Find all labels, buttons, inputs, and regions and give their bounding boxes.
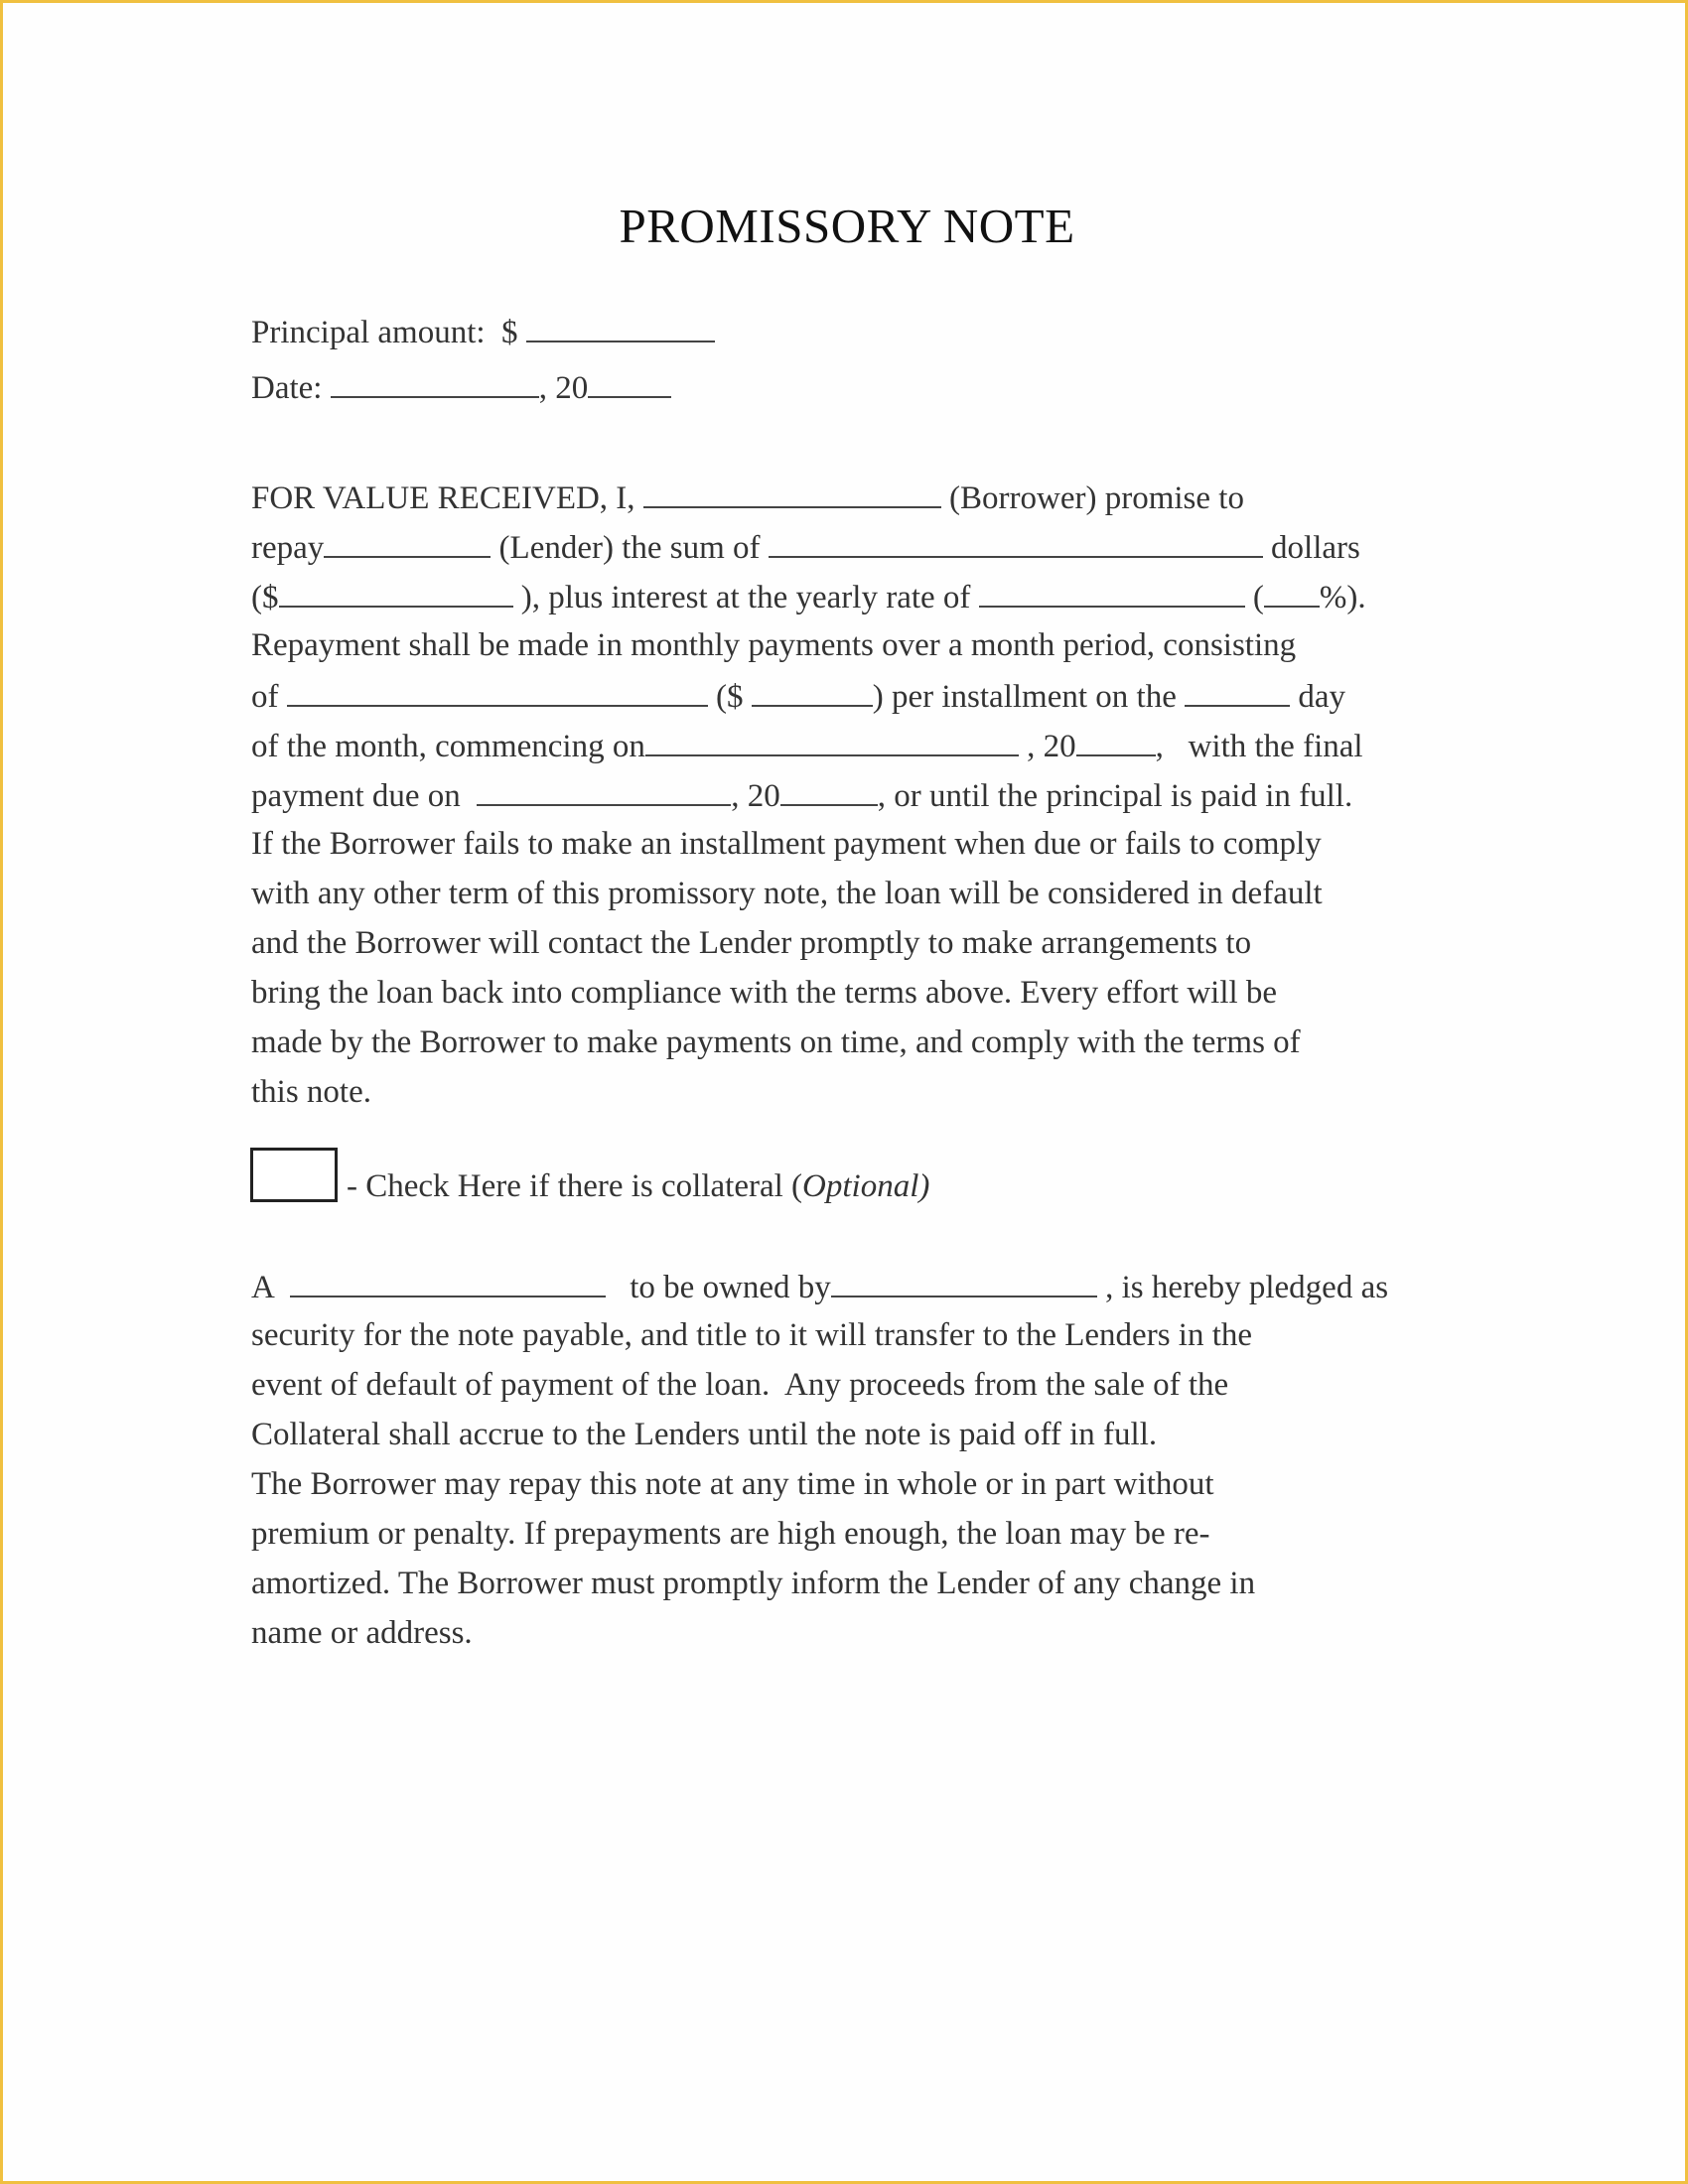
p2-line-3: event of default of payment of the loan. Any proceeds from the sale of the [251, 1367, 1229, 1403]
collateral-optional-text: Optional) [802, 1168, 930, 1204]
interest-rate-percent-blank[interactable] [1264, 576, 1320, 608]
p1-line-9: with any other term of this promissory note, the loan will be considered in default [251, 876, 1323, 911]
p1-line-8: If the Borrower fails to make an installment payment when due or fails to comply [251, 826, 1322, 862]
sum-number-blank[interactable] [279, 576, 513, 608]
text-pledged: , is hereby pledged as [1105, 1270, 1389, 1305]
document-page [3, 3, 1685, 2181]
installment-number-blank[interactable] [752, 675, 873, 707]
p1-line-7 [251, 774, 1352, 816]
text-day: day [1298, 679, 1345, 715]
document-title: PROMISSORY NOTE [619, 199, 1075, 253]
sum-words-blank[interactable] [769, 526, 1263, 558]
text-year-prefix-1: , 20 [1027, 729, 1076, 764]
date-blank[interactable] [331, 366, 539, 398]
p1-line-10: and the Borrower will contact the Lender promptly to make arrangements to [251, 925, 1252, 961]
commencing-year-blank[interactable] [1076, 725, 1156, 756]
p1-line-4: Repayment shall be made in monthly payments over a month period, consisting [251, 627, 1297, 663]
collateral-owner-blank[interactable] [831, 1266, 1097, 1297]
text-year-prefix-2: , 20 [731, 778, 780, 814]
interest-rate-words-blank[interactable] [979, 576, 1245, 608]
principal-amount-blank[interactable] [526, 311, 715, 342]
p1-line-11: bring the loan back into compliance with the terms above. Every effort will be [251, 975, 1278, 1011]
text-percent-close: %). [1319, 580, 1366, 615]
date-year-prefix: , 20 [538, 370, 589, 406]
p2-line-4: Collateral shall accrue to the Lenders until the note is paid off in full. [251, 1417, 1158, 1452]
collateral-checkbox-label [347, 1166, 929, 1206]
p1-line-12: made by the Borrower to make payments on time, and comply with the terms of [251, 1024, 1301, 1060]
commencing-date-blank[interactable] [645, 725, 1019, 756]
date-label: Date: [251, 370, 323, 406]
text-commencing-on: of the month, commencing on [251, 729, 645, 764]
installment-words-blank[interactable] [287, 675, 708, 707]
text-paren-open: ( [1252, 580, 1264, 615]
text-per-installment: ) per installment on the [872, 679, 1177, 715]
collateral-label-text: - Check Here if there is collateral ( [347, 1168, 803, 1204]
borrower-name-blank[interactable] [643, 477, 941, 508]
collateral-checkbox[interactable] [250, 1148, 338, 1202]
p2-line-6: premium or penalty. If prepayments are high enough, the loan may be re- [251, 1516, 1210, 1552]
p2-line-8: name or address. [251, 1615, 473, 1651]
p2-line-5: The Borrower may repay this note at any time in whole or in part without [251, 1466, 1214, 1502]
p1-line-5 [251, 675, 1345, 717]
text-borrower-promise: (Borrower) promise to [949, 480, 1244, 516]
p1-line-13: this note. [251, 1074, 371, 1110]
final-payment-date-blank[interactable] [477, 774, 731, 806]
lender-name-blank[interactable] [324, 526, 491, 558]
text-for-value: FOR VALUE RECEIVED, I, [251, 480, 635, 516]
final-payment-year-blank[interactable] [780, 774, 878, 806]
text-dollar-open-2: ($ [716, 679, 744, 715]
principal-amount-label: Principal amount: $ [251, 315, 518, 350]
text-owned-by: to be owned by [630, 1270, 831, 1305]
p1-line-1 [251, 477, 1244, 518]
p2-line-1 [251, 1266, 1388, 1307]
text-of: of [251, 679, 279, 715]
date-year-blank[interactable] [588, 366, 671, 398]
text-a: A [251, 1270, 274, 1305]
text-dollar-open: ($ [251, 580, 279, 615]
text-payment-due-on: payment due on [251, 778, 461, 814]
p2-line-7: amortized. The Borrower must promptly inform the Lender of any change in [251, 1566, 1256, 1601]
text-with-final: , with the final [1155, 729, 1363, 764]
p1-line-2 [251, 526, 1360, 568]
p1-line-3 [251, 576, 1366, 617]
date-line [251, 366, 671, 408]
text-dollars: dollars [1271, 530, 1360, 566]
p2-line-2: security for the note payable, and title to it will transfer to the Lenders in the [251, 1317, 1253, 1353]
text-interest-rate: ), plus interest at the yearly rate of [520, 580, 971, 615]
collateral-description-blank[interactable] [290, 1266, 606, 1297]
text-repay: repay [251, 530, 325, 566]
text-until-paid: , or until the principal is paid in full. [877, 778, 1353, 814]
text-lender-sum: (Lender) the sum of [491, 530, 761, 566]
installment-day-blank[interactable] [1185, 675, 1290, 707]
p1-line-6 [251, 725, 1363, 766]
principal-amount-line [251, 311, 715, 352]
